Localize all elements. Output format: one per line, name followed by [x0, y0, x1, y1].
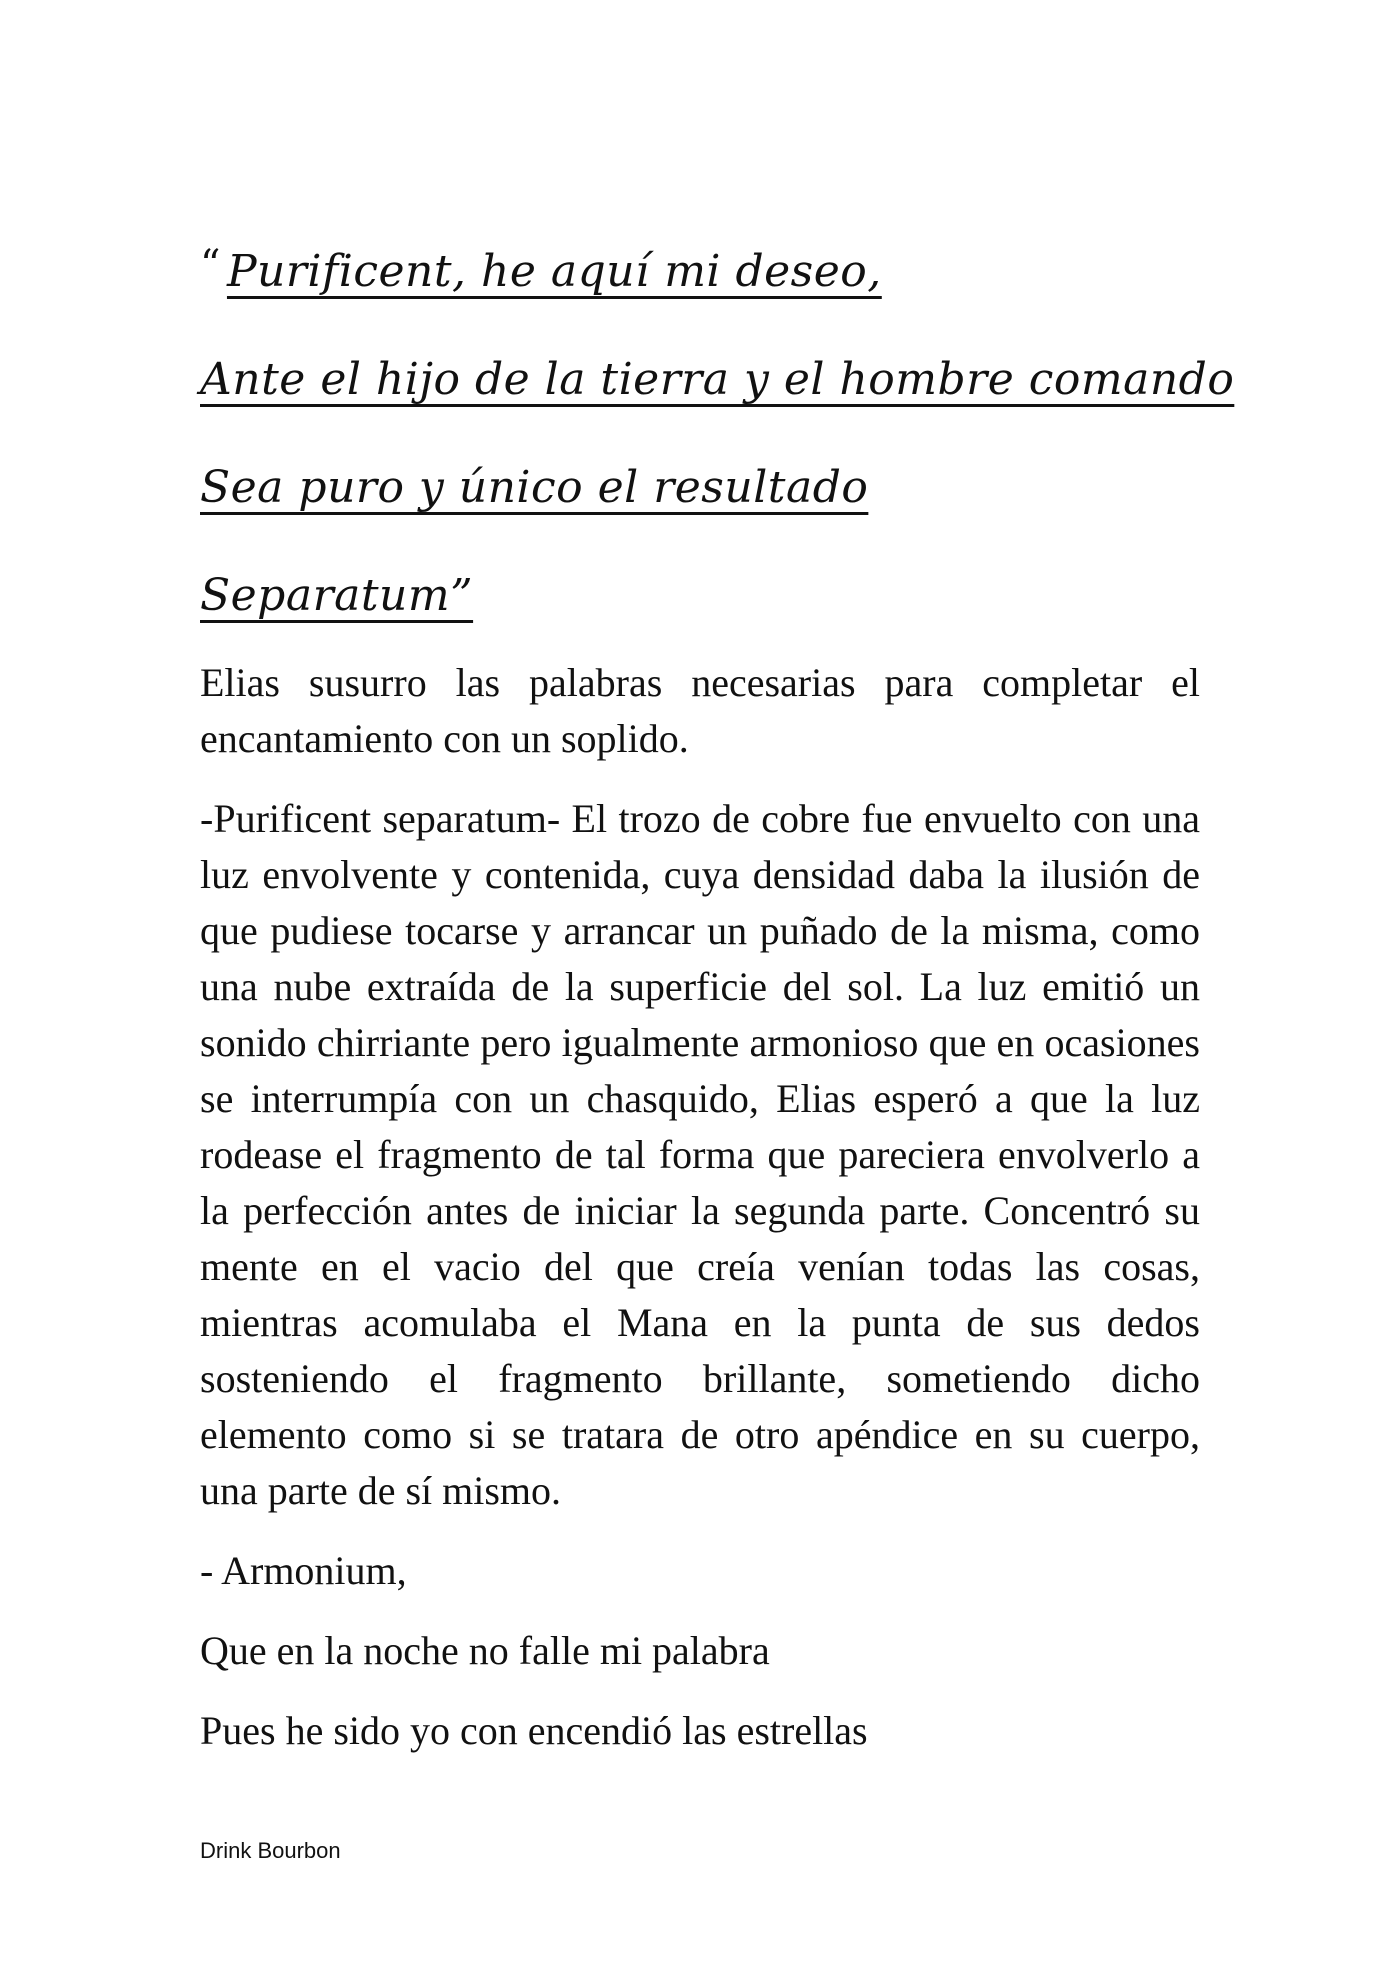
paragraph-2: -Purificent separatum- El trozo de cobre fue envuelto con una luz envolvente y contenida, cuya densidad daba la ilusión de que pudiese tocarse y arrancar un puñado de la misma, como una nube extraída de la superficie del sol. La luz emitió un sonido chirriante pero igualmente armonioso que en ocasiones se interrumpía con un chasquido, Elias esperó a que la luz rodease el fragmento de tal forma que pareciera envolverlo a la perfección antes de iniciar la segunda parte. Concentró su mente en el vacio del que creía venían todas las cosas, mientras acomulaba el Mana en la punta de sus dedos sosteniendo el fragmento brillante, sometiendo dicho elemento como si se tratara de otro apéndice en su cuerpo, una parte de sí mismo. — [200, 796, 1200, 1513]
verse-line-4: Separatum” — [200, 570, 474, 621]
paragraph-1: Elias susurro las palabras necesarias para completar el encantamiento con un soplido. — [200, 660, 1200, 761]
page-footer: Drink Bourbon — [200, 1838, 341, 1863]
verse-line-3: Sea puro y único el resultado — [200, 462, 869, 513]
paragraph-4: Que en la noche no falle mi palabra — [200, 1628, 770, 1673]
opening-quote: “ — [200, 242, 221, 288]
paragraph-5: Pues he sido yo con encendió las estrellas — [200, 1708, 868, 1753]
verse-line-2: Ante el hijo de la tierra y el hombre comando — [200, 354, 1235, 405]
paragraph-3: - Armonium, — [200, 1548, 407, 1593]
body-text — [200, 655, 1200, 1783]
verse-line-1 — [200, 235, 1200, 302]
verse-line-1-text: Purificent, he aquí mi deseo, — [226, 246, 882, 297]
incantation-verse — [200, 235, 1235, 674]
